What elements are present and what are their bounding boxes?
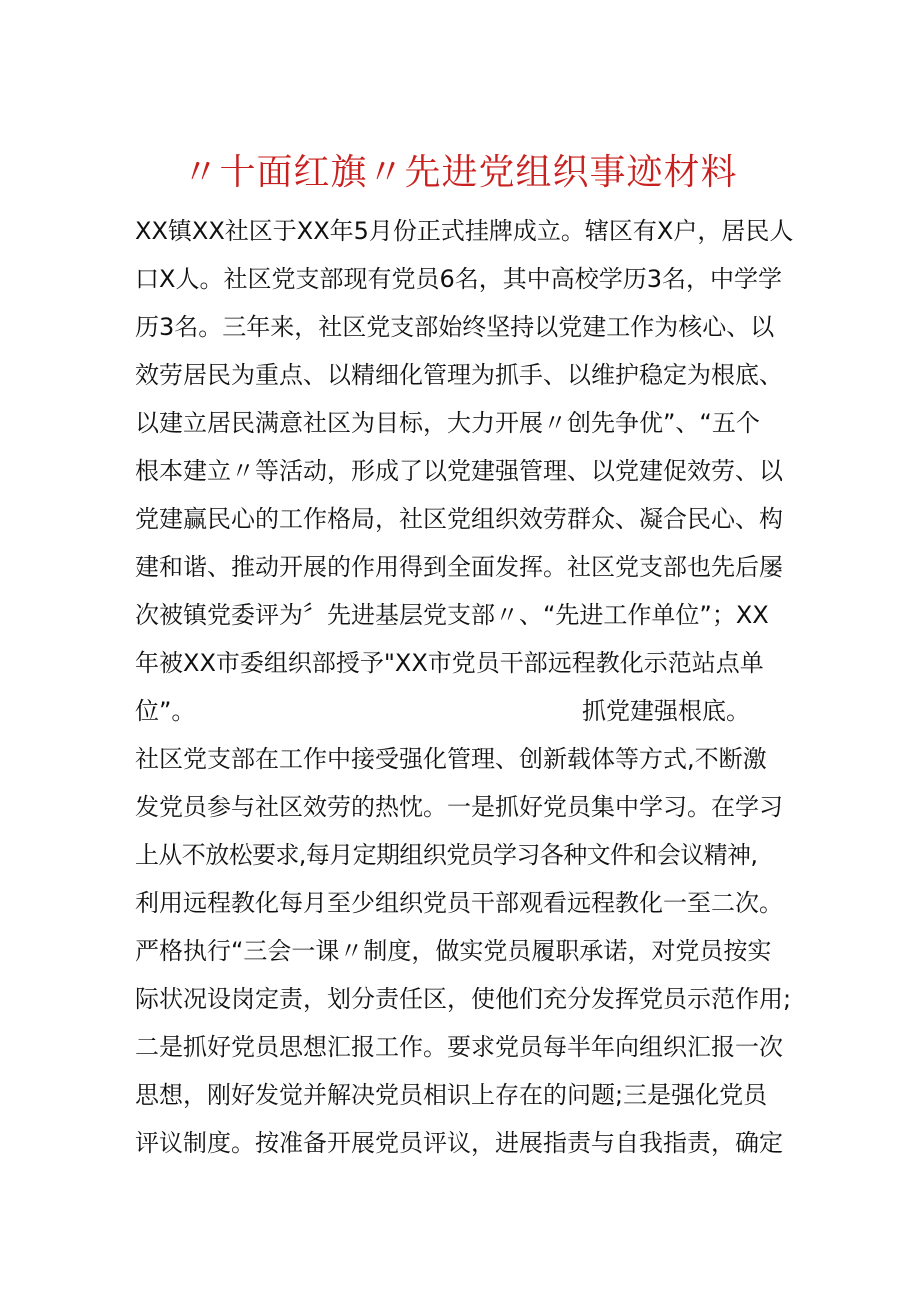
paragraph-line: 际状况设岗定责，划分责任区，使他们充分发挥党员示范作用; — [135, 985, 792, 1013]
paragraph-line: 建和谐、推动开展的作用得到全面发挥。社区党支部也先后屡 — [135, 553, 783, 581]
paragraph-line: 发党员参与社区效劳的热忱。一是抓好党员集中学习。在学习 — [135, 793, 783, 821]
paragraph-line: 上从不放松要求,每月定期组织党员学习各种文件和会议精神, — [135, 841, 758, 869]
paragraph-line: 历3名。三年来，社区党支部始终坚持以党建工作为核心、以 — [135, 313, 775, 341]
paragraph-line: 次被镇党委评为〞先进基层党支部〃、“先进工作单位”；XX — [135, 601, 769, 629]
paragraph-line-end: 位”。 — [135, 697, 196, 725]
paragraph-line: XX镇XX社区于XX年5月份正式挂牌成立。辖区有X户，居民人 — [135, 217, 794, 245]
paragraph-line: 思想，刚好发觉并解决党员相识上存在的问题;三是强化党员 — [135, 1081, 768, 1109]
paragraph-line: 党建赢民心的工作格局，社区党组织效劳群众、凝合民心、构 — [135, 505, 783, 533]
paragraph-line: 效劳居民为重点、以精细化管理为抓手、以维护稳定为根底、 — [135, 361, 783, 389]
paragraph-line: 严格执行“三会一课〃制度，做实党员履职承诺，对党员按实 — [135, 937, 772, 965]
paragraph-line: 社区党支部在工作中接受强化管理、创新载体等方式,不断激 — [135, 745, 767, 773]
paragraph-line: 以建立居民满意社区为目标，大力开展〃创先争优”、“五个 — [135, 409, 760, 437]
document-title: 〃十面红旗〃先进党组织事迹材料 — [182, 152, 738, 193]
section-heading: 抓党建强根底。 — [582, 697, 750, 725]
paragraph-line: 口X人。社区党支部现有党员6名，其中高校学历3名，中学学 — [135, 265, 782, 293]
paragraph-line: 利用远程教化每月至少组织党员干部观看远程教化一至二次。 — [135, 889, 783, 917]
paragraph-line: 评议制度。按准备开展党员评议，进展指责与自我指责，确定 — [135, 1129, 783, 1157]
paragraph-line: 二是抓好党员思想汇报工作。要求党员每半年向组织汇报一次 — [135, 1033, 783, 1061]
paragraph-split-line — [135, 691, 795, 731]
paragraph-line: 根本建立〃等活动，形成了以党建强管理、以党建促效劳、以 — [135, 457, 783, 485]
paragraph-line: 年被XX市委组织部授予"XX市党员干部远程教化示范站点单 — [135, 649, 764, 677]
